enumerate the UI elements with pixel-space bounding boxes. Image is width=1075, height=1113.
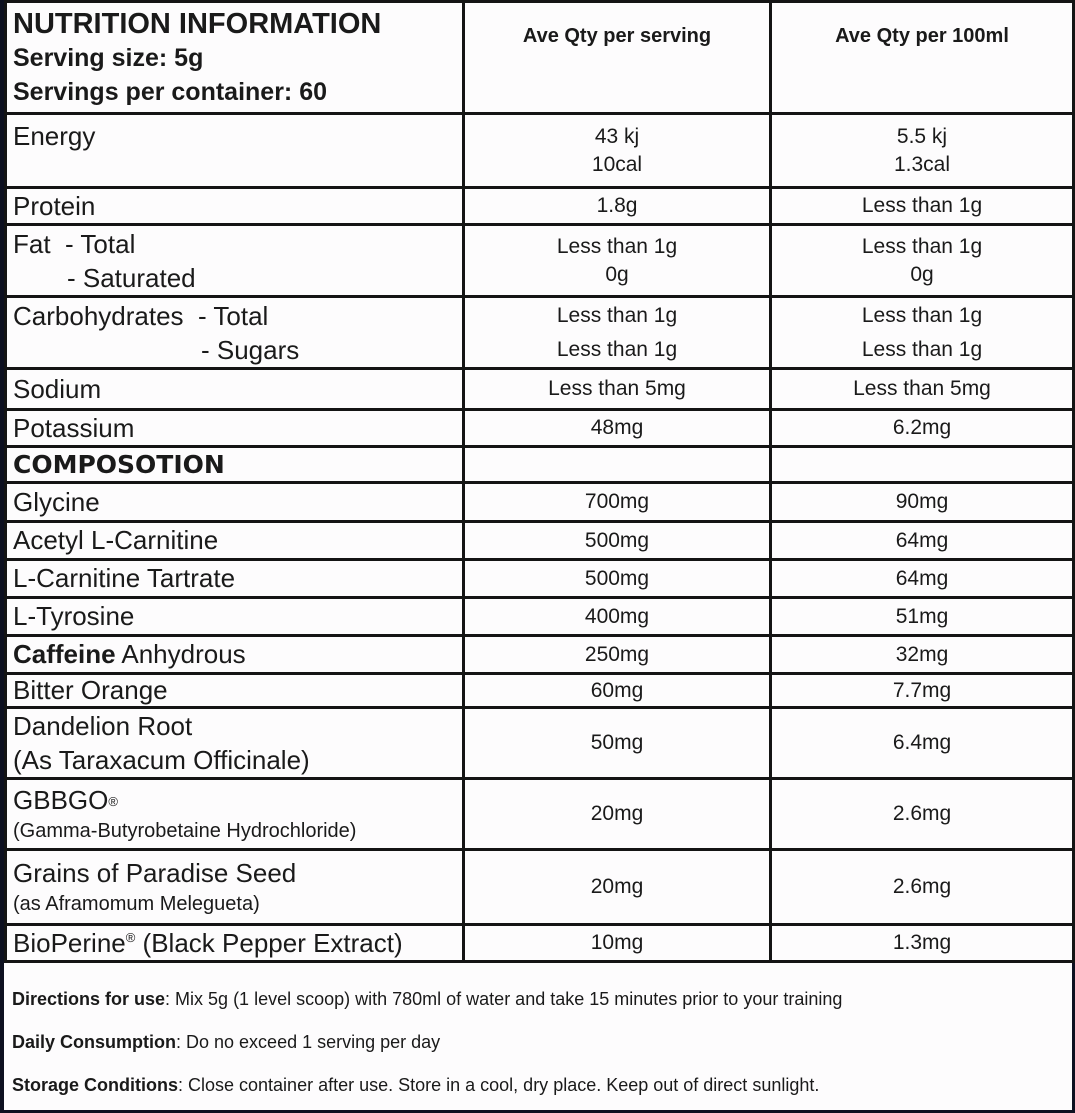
energy-per-100ml: 5.5 kj 1.3cal <box>771 114 1074 188</box>
per-serving: 20mg <box>464 779 771 850</box>
table-row-protein <box>6 188 1074 225</box>
directions-for-use: Directions for use: Mix 5g (1 level scoop) with 780ml of water and take 15 minutes prior to your training <box>12 989 843 1009</box>
column-header-per-100ml: Ave Qty per 100ml <box>771 2 1074 114</box>
row-label: Sodium <box>6 369 464 410</box>
row-label: Protein <box>6 188 464 225</box>
sodium-per-100ml: Less than 5mg <box>771 369 1074 410</box>
fat-per-100ml: Less than 1g 0g <box>771 225 1074 297</box>
row-label: BioPerine® (Black Pepper Extract) <box>6 925 464 962</box>
per-100ml: 32mg <box>771 636 1074 674</box>
composition-heading-row <box>6 447 1074 483</box>
per-serving: 10mg <box>464 925 771 962</box>
table-row <box>6 483 1074 522</box>
table-row <box>6 779 1074 850</box>
potassium-per-serving: 48mg <box>464 410 771 447</box>
registered-mark: ® <box>108 794 118 809</box>
per-serving: 60mg <box>464 674 771 708</box>
column-header-per-serving: Ave Qty per serving <box>464 2 771 114</box>
table-row <box>6 925 1074 962</box>
serving-size: Serving size: 5g <box>13 44 204 72</box>
table-row <box>6 598 1074 636</box>
table-row <box>6 636 1074 674</box>
potassium-per-100ml: 6.2mg <box>771 410 1074 447</box>
table-header-row <box>6 2 1074 114</box>
energy-per-serving: 43 kj 10cal <box>464 114 771 188</box>
daily-consumption: Daily Consumption: Do no exceed 1 serving per day <box>12 1032 441 1052</box>
composition-heading: COMPOSOTION <box>6 447 464 483</box>
row-label: Energy <box>6 114 464 188</box>
carbs-per-serving: Less than 1g Less than 1g <box>464 297 771 369</box>
usage-notes <box>12 980 1062 1109</box>
row-label: Acetyl L-Carnitine <box>6 522 464 560</box>
table-row <box>6 708 1074 779</box>
per-serving: 250mg <box>464 636 771 674</box>
row-label: Glycine <box>6 483 464 522</box>
table-row <box>6 850 1074 925</box>
table-row-potassium <box>6 410 1074 447</box>
per-100ml: 7.7mg <box>771 674 1074 708</box>
nutrition-table <box>4 0 1075 963</box>
per-100ml: 2.6mg <box>771 779 1074 850</box>
row-label: Fat - Total - Saturated <box>6 225 464 297</box>
row-label: Caffeine Anhydrous <box>6 636 464 674</box>
table-row-carbohydrates <box>6 297 1074 369</box>
panel-title: NUTRITION INFORMATION <box>13 8 382 40</box>
per-100ml: 2.6mg <box>771 850 1074 925</box>
storage-conditions: Storage Conditions: Close container after use. Store in a cool, dry place. Keep out of direct sunlight. <box>12 1075 820 1095</box>
row-label: Bitter Orange <box>6 674 464 708</box>
row-label: Potassium <box>6 410 464 447</box>
per-100ml: 64mg <box>771 522 1074 560</box>
per-serving: 20mg <box>464 850 771 925</box>
per-serving: 50mg <box>464 708 771 779</box>
per-serving: 500mg <box>464 560 771 598</box>
row-label: GBBGO® (Gamma-Butyrobetaine Hydrochloride) <box>6 779 464 850</box>
row-label: Grains of Paradise Seed (as Aframomum Melegueta) <box>6 850 464 925</box>
row-label: L-Tyrosine <box>6 598 464 636</box>
carbs-per-100ml: Less than 1g Less than 1g <box>771 297 1074 369</box>
nutrition-panel <box>4 0 1072 1110</box>
per-100ml: 6.4mg <box>771 708 1074 779</box>
table-row <box>6 560 1074 598</box>
per-100ml: 51mg <box>771 598 1074 636</box>
table-row <box>6 522 1074 560</box>
per-100ml: 90mg <box>771 483 1074 522</box>
protein-per-100ml: Less than 1g <box>771 188 1074 225</box>
table-row <box>6 674 1074 708</box>
per-serving: 400mg <box>464 598 771 636</box>
per-serving: 500mg <box>464 522 771 560</box>
row-label: Carbohydrates - Total - Sugars <box>6 297 464 369</box>
protein-per-serving: 1.8g <box>464 188 771 225</box>
table-row-sodium <box>6 369 1074 410</box>
table-row-energy <box>6 114 1074 188</box>
row-label: L-Carnitine Tartrate <box>6 560 464 598</box>
servings-per-container: Servings per container: 60 <box>13 78 328 106</box>
per-100ml: 64mg <box>771 560 1074 598</box>
row-label: Dandelion Root (As Taraxacum Officinale) <box>6 708 464 779</box>
fat-per-serving: Less than 1g 0g <box>464 225 771 297</box>
per-100ml: 1.3mg <box>771 925 1074 962</box>
sodium-per-serving: Less than 5mg <box>464 369 771 410</box>
per-serving: 700mg <box>464 483 771 522</box>
title-cell <box>6 2 464 114</box>
registered-mark: ® <box>125 929 136 945</box>
table-row-fat <box>6 225 1074 297</box>
